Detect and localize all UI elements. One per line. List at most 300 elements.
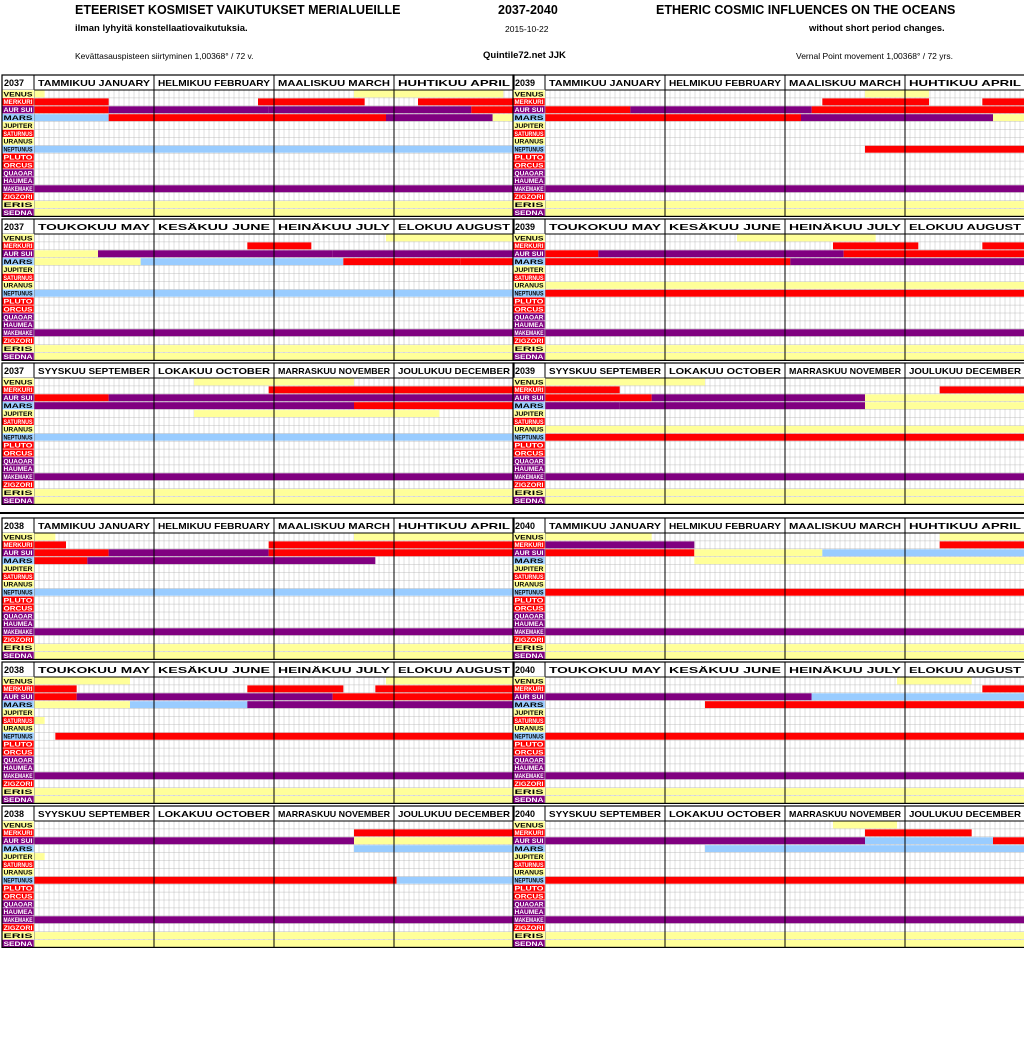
body-label: MERKURI: [514, 831, 544, 838]
note-en: Vernal Point movement 1,00368° / 72 yrs.: [796, 51, 953, 61]
month-label: TOUKOKUU MAY: [38, 222, 151, 232]
body-label: MARS: [514, 847, 544, 853]
body-label: MERKURI: [3, 100, 33, 107]
body-label: MAKEMAKE: [514, 630, 544, 637]
body-label: MARS: [514, 559, 544, 565]
influence-bar: [982, 98, 1024, 105]
influence-bar: [386, 235, 514, 242]
body-label: VENUS: [3, 823, 33, 830]
body-label: MARS: [514, 703, 544, 709]
body-label: PLUTO: [514, 886, 544, 893]
month-label: TAMMIKUU JANUARY: [549, 78, 662, 88]
month-label: MARRASKUU NOVEMBER: [278, 366, 390, 376]
month-label: MARRASKUU NOVEMBER: [789, 809, 901, 819]
influence-bar: [545, 250, 598, 257]
body-label: NEPTUNUS: [3, 147, 33, 154]
month-label: ELOKUU AUGUST: [398, 222, 512, 232]
influence-bar: [34, 258, 141, 265]
body-label: ZIGZORI: [3, 638, 33, 644]
influence-bar: [940, 541, 1024, 548]
body-label: AUR SUI: [3, 396, 33, 403]
influence-bar: [545, 386, 620, 393]
influence-bar: [269, 541, 514, 548]
body-label: AUR SUI: [514, 839, 544, 846]
body-label: MERKURI: [514, 388, 544, 395]
influence-bar: [652, 394, 865, 401]
body-label: ERIS: [3, 202, 33, 209]
body-label: SATURNUS: [514, 718, 544, 725]
body-label: ORCUS: [514, 451, 544, 458]
influence-bar: [397, 877, 514, 884]
body-label: MAKEMAKE: [3, 630, 33, 637]
body-label: ERIS: [3, 789, 33, 796]
influence-bar: [34, 678, 130, 685]
month-label: MARRASKUU NOVEMBER: [278, 809, 390, 819]
month-label: KESÄKUU JUNE: [158, 222, 271, 232]
month-label: KESÄKUU JUNE: [158, 665, 271, 675]
influence-bar: [790, 258, 1024, 265]
month-label: MAALISKUU MARCH: [789, 521, 901, 531]
body-label: MAKEMAKE: [3, 475, 33, 482]
body-label: ZIGZORI: [3, 483, 33, 489]
body-label: HAUMEA: [3, 323, 34, 330]
influence-bar: [545, 114, 801, 121]
year-label: 2037: [4, 222, 25, 232]
body-label: MERKURI: [514, 543, 544, 550]
body-label: JUPITER: [3, 854, 34, 861]
month-label: MAALISKUU MARCH: [789, 78, 901, 88]
body-label: ERIS: [3, 933, 33, 940]
body-label: ZIGZORI: [514, 782, 544, 788]
influence-bar: [471, 106, 514, 113]
body-label: URANUS: [514, 726, 544, 733]
month-label: JOULUKUU DECEMBER: [909, 809, 1021, 819]
body-label: VENUS: [3, 92, 33, 99]
month-label: TAMMIKUU JANUARY: [38, 78, 151, 88]
body-label: VENUS: [3, 679, 33, 686]
body-label: PLUTO: [514, 155, 544, 162]
body-label: MARS: [514, 260, 544, 266]
body-label: MAKEMAKE: [3, 774, 33, 781]
influence-bar: [354, 837, 514, 844]
quarter-panel: [2, 662, 514, 804]
influence-bar: [130, 701, 247, 708]
body-label: JUPITER: [3, 411, 34, 418]
quarter-panel: [513, 662, 1024, 804]
influence-bar: [343, 258, 460, 265]
body-label: ERIS: [514, 202, 544, 209]
year-label: 2038: [4, 809, 25, 819]
month-label: HEINÄKUU JULY: [278, 665, 391, 675]
body-label: ORCUS: [3, 163, 33, 170]
month-label: SYYSKUU SEPTEMBER: [549, 366, 661, 376]
body-label: NEPTUNUS: [514, 878, 544, 885]
body-label: MARS: [3, 847, 33, 853]
month-label: JOULUKUU DECEMBER: [398, 809, 510, 819]
influence-bar: [822, 549, 1024, 556]
month-label: LOKAKUU OCTOBER: [158, 366, 270, 376]
influence-bar: [461, 258, 514, 265]
influence-bar: [109, 106, 269, 113]
body-label: AUR SUI: [3, 108, 33, 115]
influence-bar: [493, 114, 514, 121]
month-label: LOKAKUU OCTOBER: [669, 809, 781, 819]
month-label: SYYSKUU SEPTEMBER: [38, 809, 150, 819]
body-label: NEPTUNUS: [514, 734, 544, 741]
influence-bar: [34, 853, 45, 860]
body-label: QUAOAR: [514, 459, 545, 466]
body-label: ZIGZORI: [514, 926, 544, 932]
influence-bar: [833, 822, 897, 829]
body-label: ORCUS: [3, 307, 33, 314]
month-label: HELMIKUU FEBRUARY: [669, 78, 782, 88]
influence-bar: [940, 534, 1024, 541]
body-label: HAUMEA: [3, 179, 34, 186]
quarter-panel: [2, 75, 514, 217]
influence-bar: [545, 379, 705, 386]
body-label: URANUS: [3, 283, 33, 290]
body-label: ZIGZORI: [3, 782, 33, 788]
body-label: VENUS: [514, 380, 544, 387]
body-label: HAUMEA: [3, 910, 34, 917]
body-label: JUPITER: [514, 854, 545, 861]
influence-bar: [694, 549, 822, 556]
body-label: MARS: [3, 559, 33, 565]
body-label: ZIGZORI: [514, 339, 544, 345]
influence-bar: [386, 114, 493, 121]
body-label: PLUTO: [3, 742, 33, 749]
body-label: QUAOAR: [514, 315, 545, 322]
month-label: HEINÄKUU JULY: [789, 222, 902, 232]
body-label: JUPITER: [3, 566, 34, 573]
body-label: SEDNA: [514, 354, 545, 361]
body-label: PLUTO: [3, 155, 33, 162]
body-label: MARS: [3, 116, 33, 122]
body-label: NEPTUNUS: [3, 435, 33, 442]
year-label: 2040: [515, 665, 536, 675]
body-label: ZIGZORI: [514, 638, 544, 644]
influence-bar: [269, 549, 514, 556]
body-label: ERIS: [514, 346, 544, 353]
body-label: MERKURI: [3, 543, 33, 550]
body-label: PLUTO: [3, 598, 33, 605]
body-label: VENUS: [514, 236, 544, 243]
influence-bar: [109, 394, 514, 401]
month-label: HEINÄKUU JULY: [278, 222, 391, 232]
influence-bar: [418, 98, 514, 105]
body-label: ORCUS: [514, 894, 544, 901]
body-label: JUPITER: [3, 123, 34, 130]
month-label: HUHTIKUU APRIL: [398, 521, 510, 531]
body-label: MERKURI: [3, 388, 33, 395]
body-label: HAUMEA: [3, 766, 34, 773]
body-label: AUR SUI: [3, 839, 33, 846]
body-label: MERKURI: [514, 244, 544, 251]
body-label: SEDNA: [3, 354, 34, 361]
body-label: SATURNUS: [3, 862, 33, 869]
influence-bar: [844, 250, 1024, 257]
body-label: PLUTO: [514, 742, 544, 749]
influence-bar: [194, 410, 439, 417]
body-label: MARS: [3, 260, 33, 266]
body-label: VENUS: [3, 236, 33, 243]
influence-bar: [354, 829, 514, 836]
body-label: HAUMEA: [514, 622, 545, 629]
body-label: AUR SUI: [514, 108, 544, 115]
body-label: PLUTO: [514, 299, 544, 306]
body-label: SATURNUS: [3, 419, 33, 426]
body-label: URANUS: [3, 139, 33, 146]
body-label: SEDNA: [3, 797, 34, 804]
body-label: QUAOAR: [514, 902, 545, 909]
body-label: MAKEMAKE: [3, 918, 33, 925]
year-label: 2038: [4, 521, 25, 531]
influence-bar: [897, 678, 972, 685]
publish-date: 2015-10-22: [505, 24, 549, 34]
month-label: HELMIKUU FEBRUARY: [158, 78, 271, 88]
body-label: ERIS: [514, 933, 544, 940]
influence-bar: [545, 837, 865, 844]
month-label: TOUKOKUU MAY: [549, 222, 662, 232]
influence-bar: [34, 717, 45, 724]
influence-bar: [77, 693, 333, 700]
body-label: URANUS: [514, 139, 544, 146]
body-label: JUPITER: [514, 566, 545, 573]
influence-bar: [598, 250, 843, 257]
body-label: ORCUS: [3, 750, 33, 757]
influence-bar: [34, 91, 45, 98]
influence-bar: [34, 402, 354, 409]
body-label: ORCUS: [3, 606, 33, 613]
month-label: HEINÄKUU JULY: [789, 665, 902, 675]
influence-bar: [982, 242, 1024, 249]
body-label: MARS: [3, 703, 33, 709]
month-label: ELOKUU AUGUST: [909, 665, 1023, 675]
influence-bar: [545, 258, 790, 265]
influence-bar: [982, 685, 1024, 692]
body-label: ZIGZORI: [3, 339, 33, 345]
body-label: NEPTUNUS: [3, 590, 33, 597]
body-label: SATURNUS: [514, 131, 544, 138]
influence-bar: [545, 693, 812, 700]
body-label: NEPTUNUS: [3, 878, 33, 885]
influence-bar: [630, 106, 811, 113]
influence-bar: [386, 678, 514, 685]
influence-bar: [333, 693, 514, 700]
body-label: URANUS: [514, 870, 544, 877]
body-label: MARS: [514, 404, 544, 410]
subtitle-fi: ilman lyhyitä konstellaatiovaikutuksia.: [75, 23, 248, 34]
body-label: ZIGZORI: [514, 195, 544, 201]
quarter-panel: [513, 363, 1024, 505]
body-label: MARS: [514, 116, 544, 122]
body-label: SEDNA: [514, 210, 545, 217]
body-label: JUPITER: [514, 267, 545, 274]
influence-bar: [247, 685, 343, 692]
body-label: SEDNA: [3, 210, 34, 217]
subtitle-en: without short period changes.: [809, 23, 945, 34]
body-label: HAUMEA: [514, 323, 545, 330]
influence-bar: [247, 242, 311, 249]
body-label: AUR SUI: [3, 252, 33, 259]
influence-bar: [545, 106, 630, 113]
body-label: QUAOAR: [3, 171, 34, 178]
body-label: ZIGZORI: [514, 483, 544, 489]
influence-bar: [865, 402, 1024, 409]
influence-bar: [545, 394, 652, 401]
body-label: ORCUS: [3, 451, 33, 458]
body-label: AUR SUI: [3, 551, 33, 558]
body-label: MERKURI: [3, 687, 33, 694]
body-label: NEPTUNUS: [3, 734, 33, 741]
body-label: VENUS: [514, 535, 544, 542]
body-label: SEDNA: [3, 941, 34, 948]
influence-bar: [354, 91, 503, 98]
body-label: ERIS: [3, 645, 33, 652]
body-label: SATURNUS: [3, 718, 33, 725]
influence-bar: [34, 541, 66, 548]
influence-bar: [34, 250, 98, 257]
body-label: QUAOAR: [514, 758, 545, 765]
body-label: QUAOAR: [3, 902, 34, 909]
influence-bar: [109, 549, 269, 556]
month-label: MARRASKUU NOVEMBER: [789, 366, 901, 376]
body-label: MAKEMAKE: [3, 331, 33, 338]
body-label: ERIS: [514, 490, 544, 497]
body-label: MERKURI: [3, 831, 33, 838]
body-label: SATURNUS: [514, 419, 544, 426]
influence-bar: [865, 394, 1024, 401]
influence-bar: [34, 114, 109, 121]
influence-bar: [705, 701, 1024, 708]
influence-bar: [993, 837, 1024, 844]
year-label: 2039: [515, 78, 536, 88]
body-label: SATURNUS: [514, 862, 544, 869]
body-label: PLUTO: [3, 886, 33, 893]
influence-bar: [34, 693, 77, 700]
body-label: JUPITER: [514, 710, 545, 717]
influence-bar: [34, 837, 354, 844]
body-label: MAKEMAKE: [514, 475, 544, 482]
body-label: PLUTO: [3, 443, 33, 450]
body-label: JUPITER: [3, 710, 34, 717]
body-label: SATURNUS: [514, 275, 544, 282]
influence-bar: [705, 845, 1024, 852]
influence-bar: [55, 733, 514, 740]
influence-bar: [141, 258, 344, 265]
quarter-panel: [513, 518, 1024, 660]
body-label: SATURNUS: [3, 275, 33, 282]
year-label: 2040: [515, 809, 536, 819]
year-label: 2039: [515, 222, 536, 232]
influence-bar: [545, 534, 652, 541]
influence-bar: [865, 146, 1024, 153]
body-label: MAKEMAKE: [514, 918, 544, 925]
influence-bar: [34, 534, 55, 541]
body-label: URANUS: [514, 427, 544, 434]
body-label: NEPTUNUS: [3, 291, 33, 298]
body-label: AUR SUI: [514, 695, 544, 702]
body-label: HAUMEA: [514, 179, 545, 186]
body-label: HAUMEA: [514, 910, 545, 917]
body-label: MERKURI: [3, 244, 33, 251]
body-label: ORCUS: [3, 894, 33, 901]
body-label: VENUS: [3, 380, 33, 387]
body-label: NEPTUNUS: [514, 435, 544, 442]
body-label: HAUMEA: [514, 467, 545, 474]
influence-bar: [833, 242, 918, 249]
influence-bar: [545, 549, 694, 556]
year-label: 2040: [515, 521, 536, 531]
body-label: NEPTUNUS: [514, 147, 544, 154]
year-label: 2037: [4, 78, 25, 88]
body-label: ORCUS: [514, 750, 544, 757]
quarter-panel: [2, 806, 514, 948]
month-label: TOUKOKUU MAY: [38, 665, 151, 675]
month-label: ELOKUU AUGUST: [398, 665, 512, 675]
note-fi: Kevättasauspisteen siirtyminen 1,00368° / 72 v.: [75, 51, 254, 61]
body-label: ORCUS: [514, 307, 544, 314]
month-label: HUHTIKUU APRIL: [909, 521, 1021, 531]
influence-bar: [812, 693, 1024, 700]
body-label: AUR SUI: [514, 551, 544, 558]
title-en: ETHERIC COSMIC INFLUENCES ON THE OCEANS: [656, 3, 956, 17]
influence-bar: [109, 114, 386, 121]
month-label: HELMIKUU FEBRUARY: [158, 521, 271, 531]
month-label: ELOKUU AUGUST: [909, 222, 1023, 232]
body-label: URANUS: [3, 427, 33, 434]
influence-bar: [269, 106, 472, 113]
body-label: JUPITER: [3, 267, 34, 274]
body-label: URANUS: [3, 582, 33, 589]
body-label: HAUMEA: [3, 622, 34, 629]
body-label: URANUS: [3, 870, 33, 877]
influence-bar: [333, 250, 514, 257]
body-label: VENUS: [514, 679, 544, 686]
body-label: VENUS: [514, 92, 544, 99]
body-label: QUAOAR: [3, 614, 34, 621]
body-label: JUPITER: [514, 411, 545, 418]
month-label: LOKAKUU OCTOBER: [158, 809, 270, 819]
influence-bar: [993, 114, 1024, 121]
body-label: MAKEMAKE: [514, 774, 544, 781]
influence-bar: [34, 701, 130, 708]
month-label: HUHTIKUU APRIL: [909, 78, 1021, 88]
body-label: MAKEMAKE: [514, 187, 544, 194]
body-label: QUAOAR: [3, 758, 34, 765]
month-label: HUHTIKUU APRIL: [398, 78, 510, 88]
body-label: PLUTO: [3, 299, 33, 306]
influence-bar: [34, 106, 109, 113]
influence-bar: [801, 114, 993, 121]
body-label: SATURNUS: [3, 131, 33, 138]
year-label: 2037: [4, 366, 25, 376]
influence-bar: [865, 91, 929, 98]
month-label: JOULUKUU DECEMBER: [398, 366, 510, 376]
body-label: SEDNA: [514, 653, 545, 660]
body-label: SATURNUS: [3, 574, 33, 581]
month-label: SYYSKUU SEPTEMBER: [38, 366, 150, 376]
quarter-panel: [513, 806, 1024, 948]
influence-bar: [34, 877, 397, 884]
body-label: MAKEMAKE: [3, 187, 33, 194]
body-label: MAKEMAKE: [514, 331, 544, 338]
influence-bar: [865, 829, 972, 836]
year-label: 2038: [4, 665, 25, 675]
month-label: MAALISKUU MARCH: [278, 521, 390, 531]
month-label: JOULUKUU DECEMBER: [909, 366, 1021, 376]
influence-bar: [87, 557, 375, 564]
